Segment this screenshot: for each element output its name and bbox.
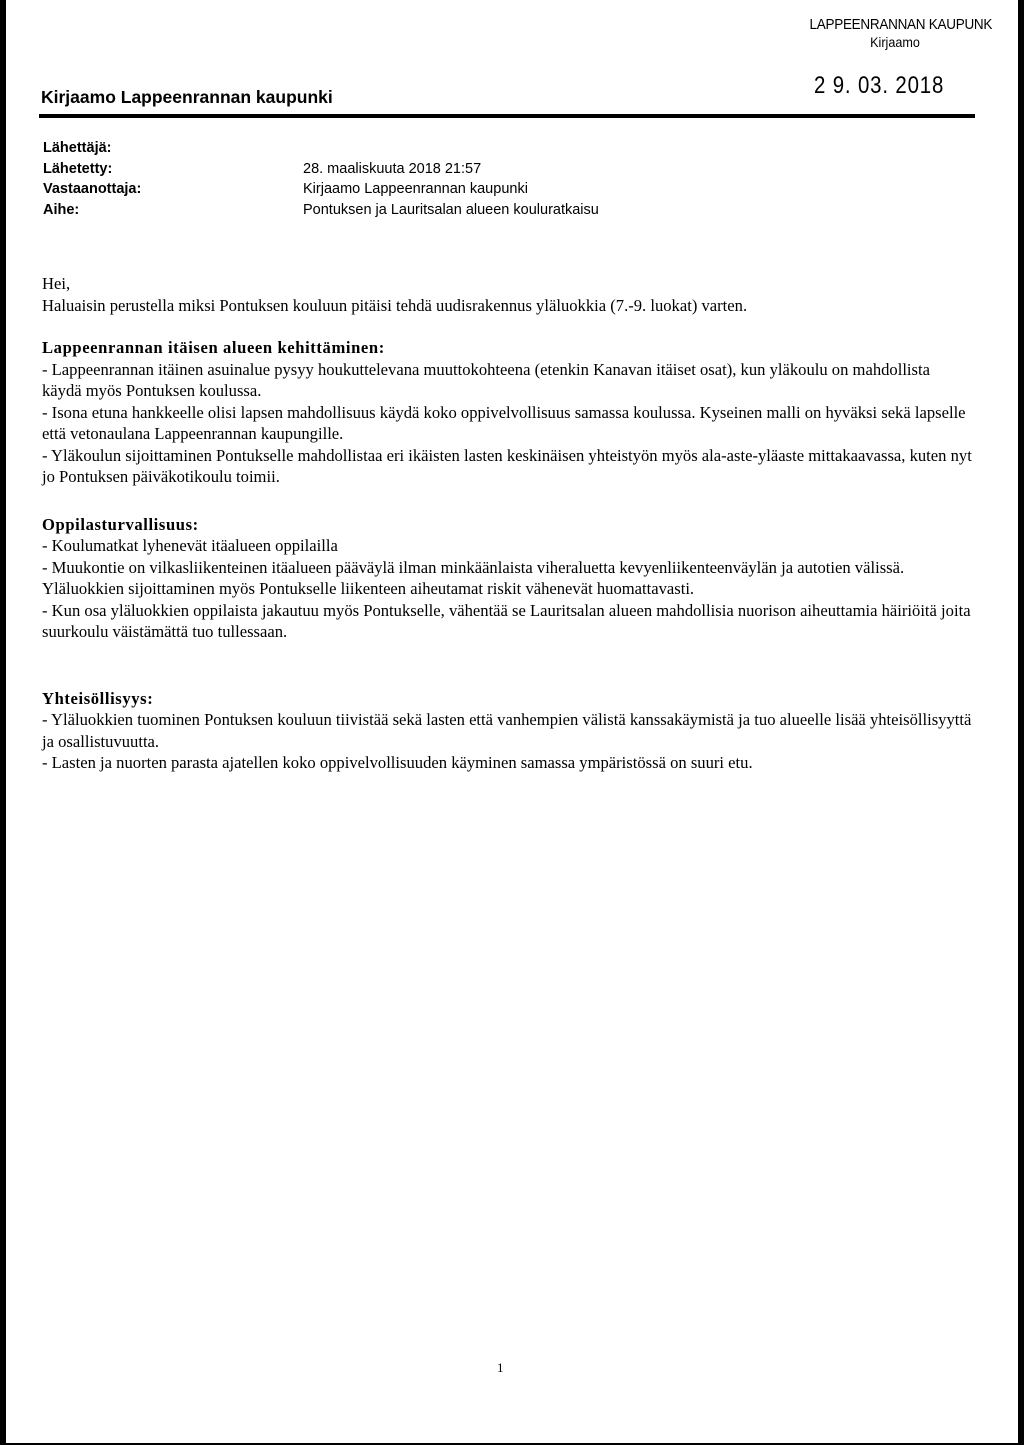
page-number: 1	[497, 1360, 504, 1375]
email-body	[42, 273, 972, 774]
section-heading: Lappeenrannan itäisen alueen kehittäminen:	[42, 338, 385, 357]
section-line: - Kun osa yläluokkien oppilaista jakautuu myös Pontukselle, vähentää se Lauritsalan alueen mahdollisia nuorison aiheuttamia häiriöitä joita suurkoulu väistämättä tuo tullessaan.	[42, 600, 971, 641]
header-divider	[39, 114, 975, 118]
meta-row-sender	[43, 138, 599, 159]
mailbox-title: Kirjaamo Lappeenrannan kaupunki	[41, 87, 333, 107]
meta-row-sent	[43, 159, 599, 180]
stamp-department: Kirjaamo	[870, 34, 920, 50]
section-line: - Koulumatkat lyhenevät itäalueen oppilailla	[42, 536, 338, 555]
sent-value: 28. maaliskuuta 2018 21:57	[303, 160, 482, 177]
meta-row-subject	[43, 200, 599, 221]
subject-value: Pontuksen ja Lauritsalan alueen kouluratkaisu	[303, 201, 599, 218]
scan-edge-left	[0, 0, 6, 1445]
section-line: - Yläluokkien tuominen Pontuksen kouluun tiivistää sekä lasten että vanhempien välistä kanssakäymistä ja tuo alueelle lisää yhteisöllisyyttä ja osallistuvuutta.	[42, 710, 972, 751]
registry-stamp	[800, 16, 993, 99]
section-heading: Oppilasturvallisuus:	[42, 514, 199, 534]
section-line: - Muukontie on vilkasliikenteinen itäalueen pääväylä ilman minkäänlaista viheraluetta kevyenliikenteenväylän ja autotien välissä. Yläluokkien sijoittaminen myös Pontukselle liikenteen aiheutamat riskit vähenevät huomattavasti.	[42, 557, 905, 598]
sent-label: Lähetetty:	[43, 160, 113, 177]
stamp-organization: LAPPEENRANNAN KAUPUNK	[809, 16, 993, 33]
sender-label: Lähettäjä:	[43, 140, 112, 156]
intro-paragraph: Haluaisin perustella miksi Pontuksen kouluun pitäisi tehdä uudisrakennus yläluokkia (7.-9. luokat) varten.	[42, 295, 748, 315]
section-line: - Lasten ja nuorten parasta ajatellen koko oppivelvollisuuden käyminen samassa ympäristössä on suuri etu.	[42, 753, 753, 772]
section-line: - Lappeenrannan itäinen asuinalue pysyy houkuttelevana muuttokohteena (etenkin Kanavan itäiset osat), kun yläkoulu on mahdollista käydä myös Pontuksen koulussa.	[42, 359, 930, 400]
email-metadata	[43, 138, 599, 220]
section-line: - Yläkoulun sijoittaminen Pontukselle mahdollistaa eri ikäisten lasten keskinäisen yhteistyön myös ala-aste-yläaste mittakaavassa, kuten nyt jo Pontuksen päiväkotikoulu toimii.	[42, 445, 972, 486]
recipient-label: Vastaanottaja:	[43, 181, 142, 197]
section-heading: Yhteisöllisyys:	[42, 688, 154, 708]
scan-edge-right	[1018, 0, 1024, 1445]
meta-row-recipient	[43, 179, 599, 200]
section-line: - Isona etuna hankkeelle olisi lapsen mahdollisuus käydä koko oppivelvollisuus samassa koulussa. Kyseinen malli on hyväksi sekä lapselle että vetonaulana Lappeenrannan kaupungille.	[42, 402, 966, 443]
greeting: Hei,	[42, 274, 71, 293]
stamp-date: 2 9. 03. 2018	[814, 72, 945, 99]
subject-label: Aihe:	[43, 201, 80, 218]
recipient-value: Kirjaamo Lappeenrannan kaupunki	[303, 181, 528, 197]
